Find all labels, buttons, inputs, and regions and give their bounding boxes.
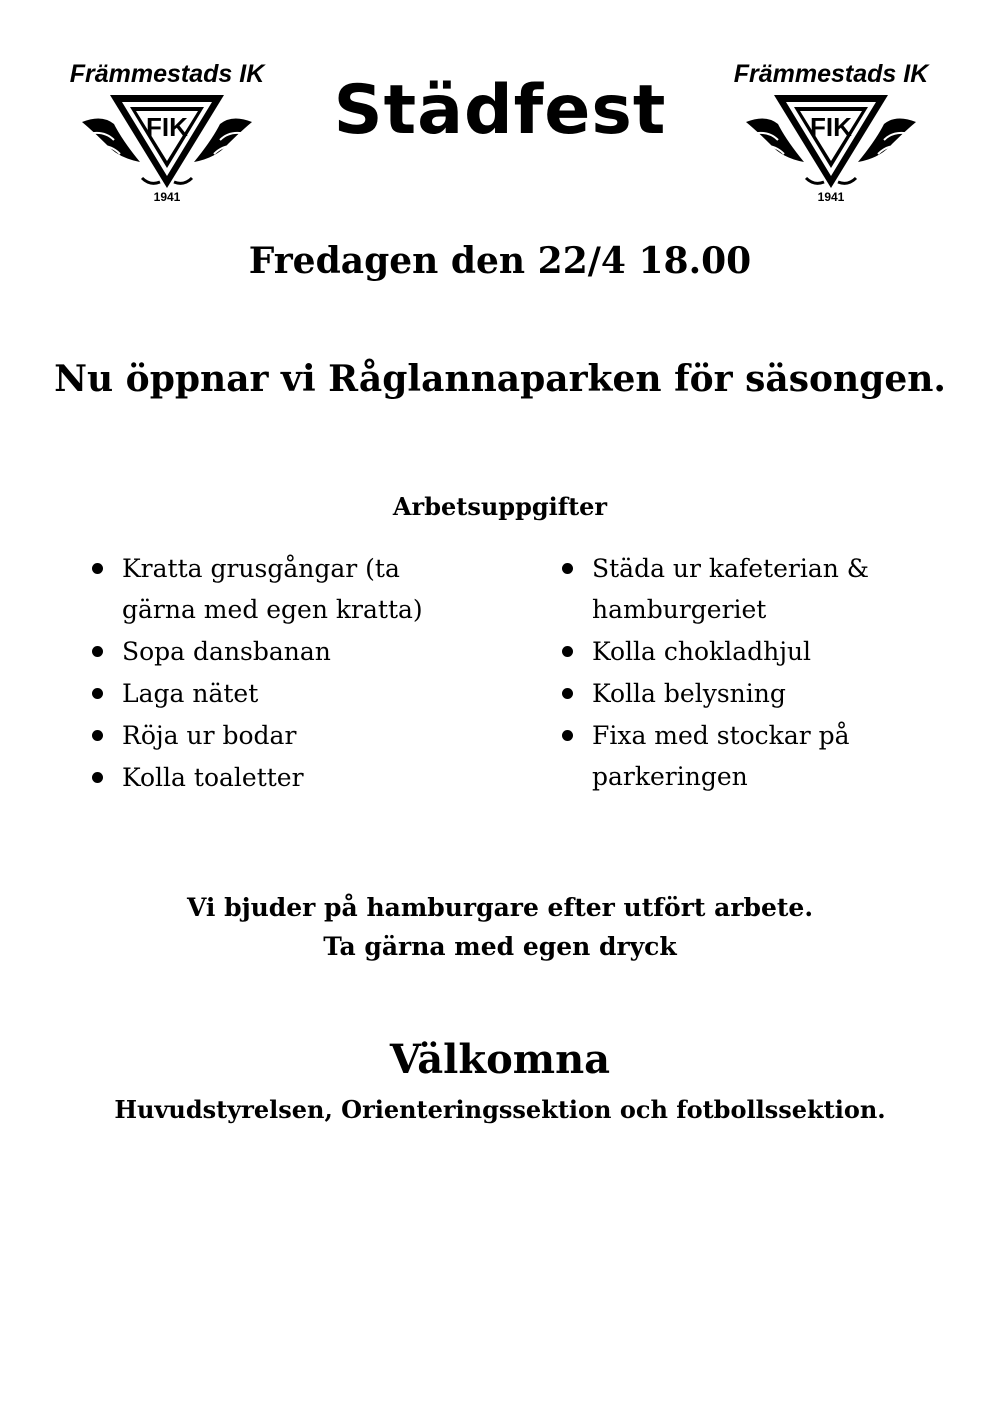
event-headline: Nu öppnar vi Råglannaparken för säsongen.: [54, 358, 946, 400]
list-item: [560, 715, 940, 797]
task-text: Kolla toaletter: [122, 763, 304, 792]
task-list-right: [560, 548, 940, 798]
list-item: [90, 673, 470, 714]
task-text: Städa ur kafeterian & hamburgeriet: [592, 554, 870, 624]
club-emblem-icon: [62, 58, 272, 206]
bullet-icon: [92, 688, 103, 699]
list-item: [560, 548, 940, 630]
offer-line-2: Ta gärna med egen dryck: [323, 932, 677, 961]
list-item: [90, 757, 470, 798]
list-item: [560, 631, 940, 672]
list-item: [90, 715, 470, 756]
list-item: [560, 673, 940, 714]
task-text: Kolla chokladhjul: [592, 637, 812, 666]
bullet-icon: [92, 646, 103, 657]
bullet-icon: [92, 730, 103, 741]
offer-line-1: Vi bjuder på hamburgare efter utfört arbete.: [186, 893, 814, 922]
offer-text: [0, 888, 1000, 966]
bullet-icon: [562, 688, 573, 699]
logo-monogram: FIK: [146, 112, 188, 142]
task-text: Kratta grusgångar (ta gärna med egen kratta): [122, 554, 423, 624]
bullet-icon: [92, 772, 103, 783]
logo-monogram: FIK: [810, 112, 852, 142]
bullet-icon: [562, 730, 573, 741]
tasks-heading: Arbetsuppgifter: [392, 492, 608, 521]
task-list-left: [90, 548, 470, 799]
logo-club-name: Främmestads IK: [69, 60, 265, 88]
event-date: Fredagen den 22/4 18.00: [248, 240, 752, 282]
club-logo-left: [62, 58, 272, 206]
page-title: Städfest: [333, 71, 667, 150]
task-text: Röja ur bodar: [122, 721, 297, 750]
list-item: [90, 548, 470, 630]
logo-year: 1941: [817, 190, 845, 204]
club-logo-right: [726, 58, 936, 206]
task-text: Sopa dansbanan: [122, 637, 331, 666]
welcome-heading: Välkomna: [389, 1036, 611, 1083]
logo-year: 1941: [153, 190, 181, 204]
task-text: Kolla belysning: [592, 679, 786, 708]
bullet-icon: [562, 646, 573, 657]
bullet-icon: [562, 563, 573, 574]
bullet-icon: [92, 563, 103, 574]
list-item: [90, 631, 470, 672]
task-text: Laga nätet: [122, 679, 259, 708]
logo-club-name: Främmestads IK: [733, 60, 929, 88]
club-emblem-icon: [726, 58, 936, 206]
task-text: Fixa med stockar på parkeringen: [592, 721, 850, 791]
signature: Huvudstyrelsen, Orienteringssektion och fotbollssektion.: [114, 1095, 886, 1124]
